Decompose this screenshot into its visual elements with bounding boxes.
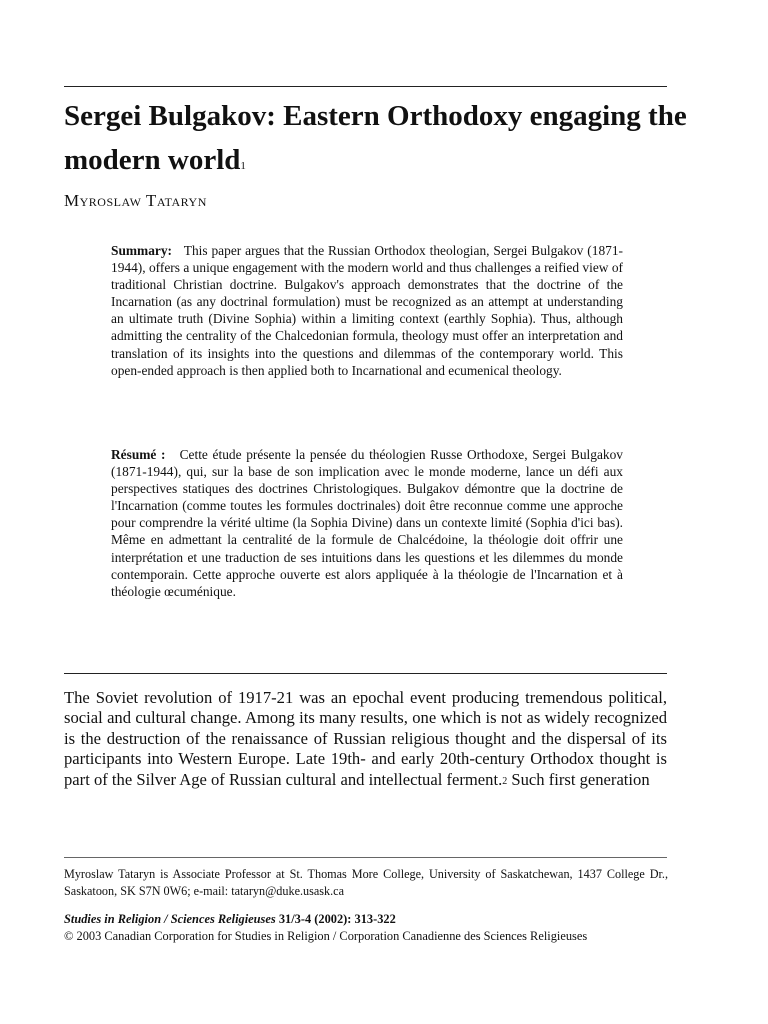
copyright-line: © 2003 Canadian Corporation for Studies in Religion / Corporation Canadienne des Sciences Religieuses xyxy=(64,929,588,943)
body-paragraph xyxy=(64,688,667,790)
resume-text: Cette étude présente la pensée du théologien Russe Orthodoxe, Sergei Bulgakov (1871-1944), qui, sur la base de son implication avec le monde moderne, lance un défi aux perspectives statiques des doctrines Christologiques. Bulgakov démontre que la doctrine de l'Incarnation (comme toutes les formules doctrinales) doit être reconnue comme une approche pour comprendre la vérité ultime (la Sophia Divine) dans un contexte limité (Sophia d'ici bas). Même en admettant la centralité de la formule de Chalcédoine, la théologie doit offrir une interprétation et une traduction de ses intuitions dans les questions et les dilemmes du monde contemporain. Cette approche ouverte est alors appliquée à la théologie de l'Incarnation et à théologie œcuménique. xyxy=(111,447,623,599)
author-name: Myroslaw Tataryn xyxy=(64,191,207,210)
summary-paragraph xyxy=(111,242,623,379)
title-footnote-marker: 1 xyxy=(240,160,246,172)
journal-volume: 31/3-4 (2002): 313-322 xyxy=(278,912,396,926)
resume-paragraph xyxy=(111,446,623,600)
abstract-bottom-rule xyxy=(64,673,667,674)
top-rule xyxy=(64,86,667,87)
summary-label: Summary: xyxy=(111,243,172,258)
author-footnote: Myroslaw Tataryn is Associate Professor at St. Thomas More College, University of Saskatchewan, 1437 College Dr., Saskatoon, SK S7N 0W6; e-mail: tataryn@duke.usask.ca xyxy=(64,867,668,898)
footnote-marker: 2 xyxy=(502,775,508,787)
journal-name: Studies in Religion / Sciences Religieuses xyxy=(64,912,276,926)
resume-label: Résumé : xyxy=(111,447,166,462)
article-title-text: Sergei Bulgakov: Eastern Orthodoxy engaging the modern world xyxy=(64,100,687,176)
journal-citation xyxy=(64,911,684,945)
body-paragraph-tail: Such first generation xyxy=(507,769,650,789)
footnote-separator xyxy=(64,857,667,858)
article-title xyxy=(64,94,704,182)
body-paragraph-text: The Soviet revolution of 1917-21 was an epochal event producing tremendous political, social and cultural change. Among its many results, one which is not as widely recognized is the destruction of the renaissance of Russian religious thought and the dispersal of its participants into Western Europe. Late 19th- and early 20th-century Orthodox thought is part of the Silver Age of Russian cultural and intellectual ferment. xyxy=(64,688,667,789)
summary-text: This paper argues that the Russian Orthodox theologian, Sergei Bulgakov (1871-1944), offers a unique engagement with the modern world and thus challenges a reified view of traditional Christian doctrine. Bulgakov's approach demonstrates that the doctrine of the Incarnation (as any doctrinal formulation) must be recognized as an attempt at understanding an ultimate truth (Divine Sophia) within a limiting context (earthly Sophia). Thus, although admitting the centrality of the Chalcedonian formula, theology must offer an interpretation and translation of its insights into the questions and dilemmas of the contemporary world. This open-ended approach is then applied both to Incarnational and ecumenical theology. xyxy=(111,243,623,378)
